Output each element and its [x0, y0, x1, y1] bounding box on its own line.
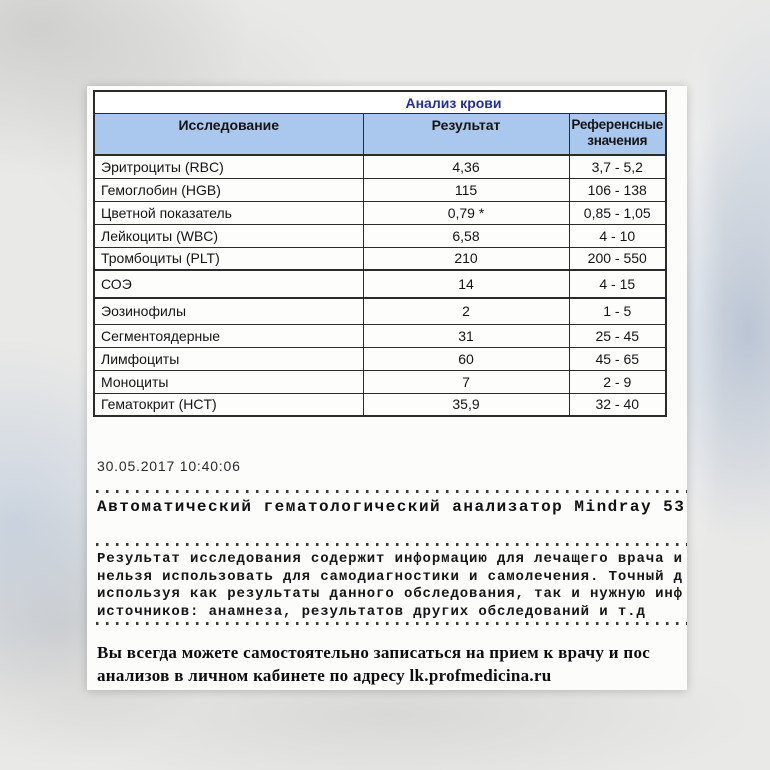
test-reference: 0,85 - 1,05 — [569, 201, 666, 224]
blood-test-table — [93, 90, 667, 417]
test-reference: 45 - 65 — [569, 347, 666, 370]
disclaimer-paragraph — [97, 551, 687, 621]
test-name: Моноциты — [94, 370, 363, 393]
test-name: Эозинофилы — [94, 298, 363, 324]
test-result: 7 — [363, 370, 569, 393]
table-row — [94, 324, 666, 347]
disclaimer-line: нельзя использовать для самодиагностики и самолечения. Точный д — [97, 568, 683, 585]
test-result: 35,9 — [363, 393, 569, 416]
table-header-row — [94, 114, 666, 156]
document-page — [87, 86, 687, 690]
table-row — [94, 298, 666, 324]
table-row — [94, 178, 666, 201]
test-reference: 32 - 40 — [569, 393, 666, 416]
test-reference: 200 - 550 — [569, 247, 666, 270]
test-name: Гемоглобин (HGB) — [94, 178, 363, 201]
table-row — [94, 370, 666, 393]
test-result: 31 — [363, 324, 569, 347]
column-header-result: Результат — [363, 114, 569, 156]
test-reference: 2 - 9 — [569, 370, 666, 393]
test-result: 0,79 * — [363, 201, 569, 224]
table-title-row — [94, 91, 666, 114]
test-reference: 25 - 45 — [569, 324, 666, 347]
column-header-test: Исследование — [94, 114, 363, 156]
test-name: Гематокрит (HCT) — [94, 393, 363, 416]
disclaimer-line: Результат исследования содержит информацию для лечащего врача и — [97, 551, 683, 567]
test-result: 14 — [363, 270, 569, 298]
test-name: СОЭ — [94, 270, 363, 298]
test-result: 60 — [363, 347, 569, 370]
test-result: 6,58 — [363, 224, 569, 247]
appointment-note — [97, 641, 687, 687]
disclaimer-line: источников: анамнеза, результатов других обследований и т.д — [97, 603, 646, 620]
test-result: 4,36 — [363, 155, 569, 178]
column-header-reference: Референсные значения — [569, 114, 666, 156]
table-row — [94, 224, 666, 247]
test-reference: 1 - 5 — [569, 298, 666, 324]
test-result: 115 — [363, 178, 569, 201]
test-name: Лейкоциты (WBC) — [94, 224, 363, 247]
table-row — [94, 247, 666, 270]
appointment-note-line: Вы всегда можете самостоятельно записаться на прием к врачу и пос — [97, 643, 651, 662]
test-result: 2 — [363, 298, 569, 324]
dotted-separator — [96, 543, 687, 546]
test-result: 210 — [363, 247, 569, 270]
table-row — [94, 270, 666, 298]
test-reference: 106 - 138 — [569, 178, 666, 201]
dotted-separator — [96, 490, 687, 493]
appointment-note-line: анализов в личном кабинете по адресу lk.profmedicina.ru — [97, 666, 552, 685]
table-row — [94, 201, 666, 224]
analyzer-line: Автоматический гематологический анализатор Mindray 53 — [97, 498, 686, 516]
test-reference: 4 - 15 — [569, 270, 666, 298]
test-reference: 4 - 10 — [569, 224, 666, 247]
test-name: Сегментоядерные — [94, 324, 363, 347]
test-name: Тромбоциты (PLT) — [94, 247, 363, 270]
test-name: Цветной показатель — [94, 201, 363, 224]
test-name: Эритроциты (RBC) — [94, 155, 363, 178]
test-name: Лимфоциты — [94, 347, 363, 370]
test-reference: 3,7 - 5,2 — [569, 155, 666, 178]
table-row — [94, 347, 666, 370]
disclaimer-line: используя как результаты данного обследования, так и нужную инф — [97, 586, 683, 603]
table-title: Анализ крови — [94, 91, 666, 114]
report-timestamp: 30.05.2017 10:40:06 — [97, 458, 241, 474]
dotted-separator — [96, 622, 687, 625]
table-row — [94, 393, 666, 416]
table-row — [94, 155, 666, 178]
